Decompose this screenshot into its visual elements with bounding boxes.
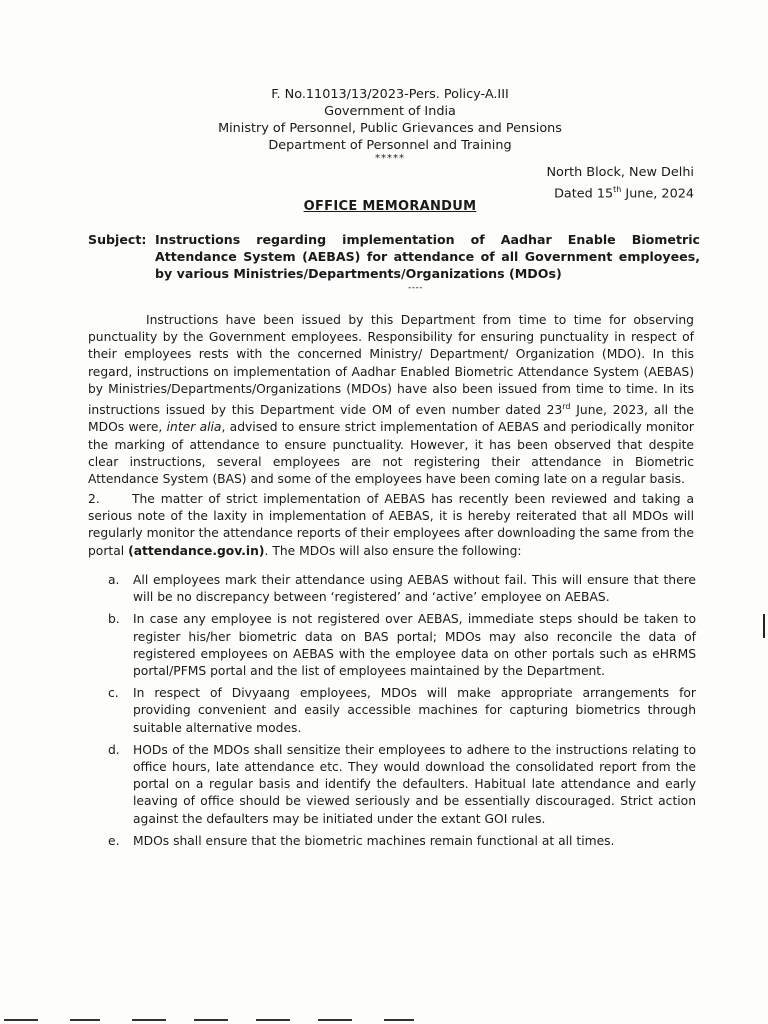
location: North Block, New Delhi [546,165,694,180]
list-item: b. In case any employee is not registered over AEBAS, immediate steps should be taken to register his/her biometric data on BAS portal; MDOs may also reconcile the data of registered employees on AEBAS with the employee data on other portals such as eHRMS portal/PFMS portal and the list of employees maintained by the Department. [108,612,696,679]
scan-bottom-edge [0,1016,768,1024]
file-number: F. No.11013/13/2023-Pers. Policy-A.III [271,87,509,102]
department-name: Department of Personnel and Training [268,138,512,153]
list-item: c. In respect of Divyaang employees, MDOs will make appropriate arrangements for providing convenient and easily accessible machines for capturing biometrics through suitable alternative modes. [108,686,696,735]
paragraph-number: 2. [88,492,100,506]
subject-block [88,231,700,282]
government-name: Government of India [324,104,456,119]
list-item: e. MDOs shall ensure that the biometric machines remain functional at all times. [108,833,615,848]
paragraph-1: Instructions have been issued by this Department from time to time for observing punctuality by the Government employees. Responsibility for ensuring punctuality in respect of their employees rests with the concerned Ministry/ Department/ Organization (MDO). In this regard, instructions on implementation of Aadhar Enabled Biometric Attendance System (AEBAS) by Ministries/Departments/Organizations (MDOs) have also been issued from time to time. In its instructions issued by this Department vide OM of even number dated 23rd June, 2023, all the MDOs were, inter alia, advised to ensure strict implementation of AEBAS and periodically monitor the marking of attendance to ensure punctuality. However, it has been observed that despite clear instructions, several employees are not registering their attendance in Biometric Attendance System (BAS) and some of the employees have been coming late on a regular basis. [88,313,694,486]
paragraph-2: 2. The matter of strict implementation of AEBAS has recently been reviewed and taking a serious note of the laxity in implementation of AEBAS, it is hereby reiterated that all MDOs will regularly monitor the attendance reports of their employees after downloading the same from the portal (attendance.gov.in). The MDOs will also ensure the following: [88,492,694,558]
date: Dated 15th June, 2024 [554,185,694,202]
header-stars: ***** [375,153,405,164]
subject-label: Subject: [88,232,147,247]
list-item: a. All employees mark their attendance using AEBAS without fail. This will ensure that there will be no discrepancy between ‘registered’ and ‘active’ employee on AEBAS. [108,573,696,605]
place-and-date [546,164,694,202]
instruction-list [108,572,696,855]
ministry-name: Ministry of Personnel, Public Grievances and Pensions [218,121,562,136]
list-item: d. HODs of the MDOs shall sensitize their employees to adhere to the instructions relating to office hours, late attendance etc. They would download the consolidated report from the portal on a regular basis and identify the defaulters. Habitual late attendance and early leaving of office should be viewed seriously and be essentially discouraged. Strict action against the defaulters may be initiated under the extant GOI rules. [108,742,696,826]
margin-mark [763,614,765,638]
separator: ---- [408,283,423,293]
memo-title: OFFICE MEMORANDUM [303,199,477,214]
letterhead [0,86,768,164]
subject-text: Instructions regarding implementation of Aadhar Enable Biometric Attendance System (AEBAS) for attendance of all Government employees, by various Ministries/Departments/Organizations (MDOs) [155,232,700,281]
portal-url: (attendance.gov.in) [128,543,265,558]
